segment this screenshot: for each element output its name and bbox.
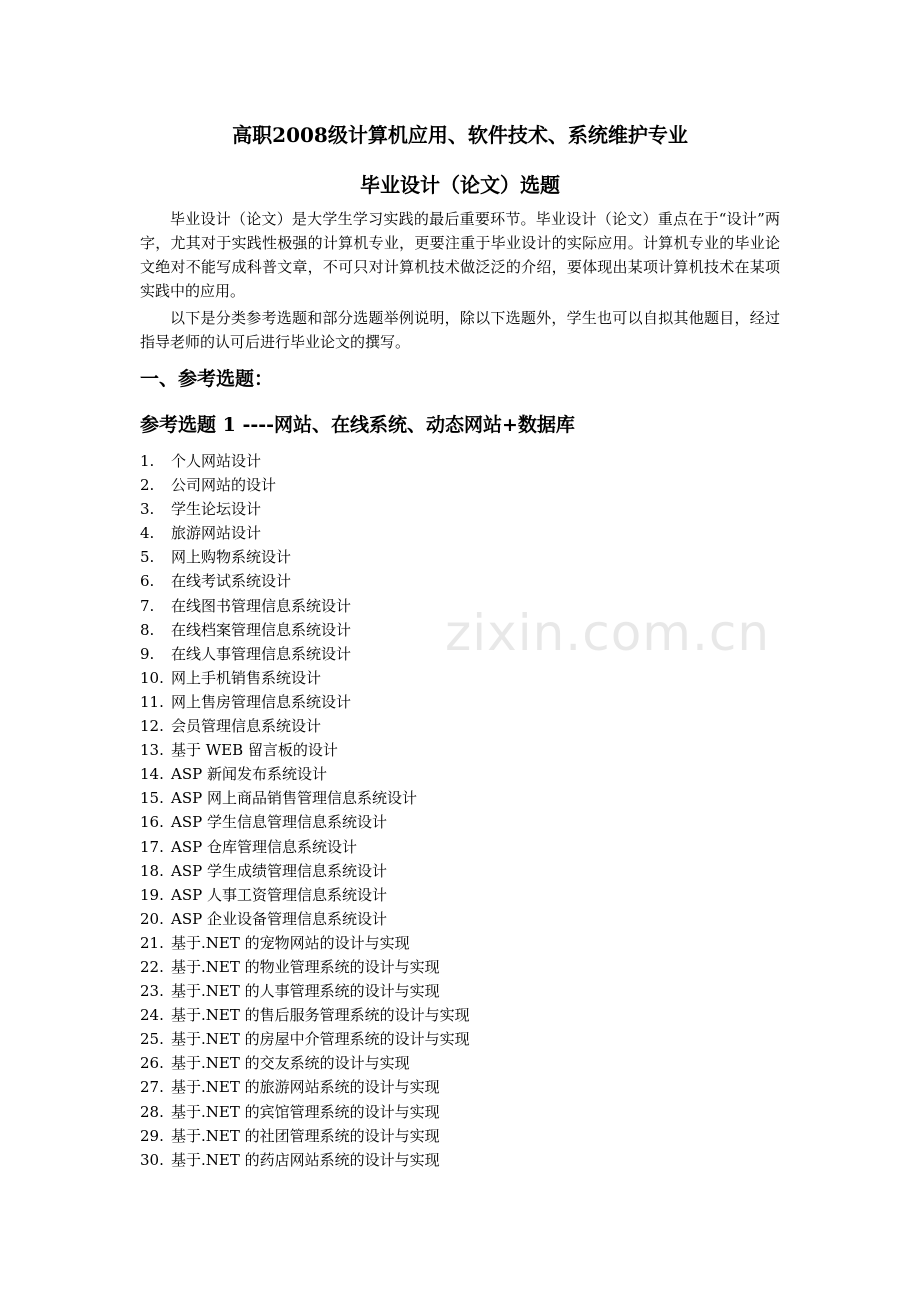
topic-item [140, 1148, 470, 1172]
topic-text: 个人网站设计 [171, 452, 262, 470]
topic-number: 6. [140, 572, 155, 591]
topic-number: 22. [140, 957, 164, 976]
topic-number: 27. [140, 1078, 164, 1097]
topic-item [140, 594, 470, 618]
topic-text: 在线人事管理信息系统设计 [171, 644, 352, 663]
topic-text: 基于.NET 的旅游网站系统的设计与实现 [171, 1078, 440, 1097]
intro-paragraph: 毕业设计（论文）是大学生学习实践的最后重要环节。毕业设计（论文）重点在于“设计”两字，尤其对于实践性极强的计算机专业，更要注重于毕业设计的实际应用。计算机专业的毕业论文绝对不能写成科普文章，不可只对计算机技术做泛泛的介绍，要体现出某项计算机技术在某项实践中的应用。 [140, 210, 780, 300]
topic-item [140, 1075, 470, 1099]
topic-text: 公司网站的设计 [171, 476, 277, 495]
topic-number: 10. [140, 668, 164, 687]
topic-text: ASP 人事工资管理信息系统设计 [171, 885, 387, 904]
topic-item [140, 1100, 470, 1124]
topic-text: 会员管理信息系统设计 [171, 717, 322, 736]
section-heading: 一、参考选题： [140, 368, 274, 390]
topic-text: ASP 仓库管理信息系统设计 [171, 837, 357, 856]
instruction-paragraph: 以下是分类参考选题和部分选题举例说明，除以下选题外，学生也可以自拟其他题目，经过指导老师的认可后进行毕业论文的撰写。 [140, 309, 780, 351]
topic-number: 9. [140, 644, 155, 663]
topic-text: 旅游网站设计 [171, 524, 262, 543]
topic-text: 基于.NET 的宾馆管理系统的设计与实现 [171, 1102, 440, 1121]
topic-number: 14. [140, 765, 164, 784]
topic-text: ASP 网上商品销售管理信息系统设计 [171, 789, 417, 808]
topic-text: 基于.NET 的物业管理系统的设计与实现 [171, 957, 440, 976]
topic-list [140, 449, 470, 1172]
topic-text: 基于.NET 的宠物网站的设计与实现 [171, 933, 410, 952]
topic-text: 基于.NET 的社团管理系统的设计与实现 [171, 1126, 440, 1145]
topic-number: 24. [140, 1006, 164, 1025]
topic-item [140, 786, 470, 810]
topic-item [140, 738, 470, 762]
topic-text: ASP 学生成绩管理信息系统设计 [171, 861, 387, 880]
topic-number: 25. [140, 1030, 164, 1049]
topic-number: 7. [140, 596, 155, 615]
topic-item [140, 979, 470, 1003]
topic-number: 12. [140, 717, 164, 736]
topic-text: 在线考试系统设计 [171, 572, 292, 591]
topic-text: 在线图书管理信息系统设计 [171, 596, 352, 615]
topic-item [140, 810, 470, 834]
topic-text: 网上手机销售系统设计 [171, 668, 322, 687]
topic-text: ASP 企业设备管理信息系统设计 [171, 909, 387, 928]
topic-text: 在线档案管理信息系统设计 [171, 620, 352, 639]
subsection-heading: 参考选题 1 ----网站、在线系统、动态网站+数据库 [140, 414, 575, 436]
topic-number: 19. [140, 885, 164, 904]
topic-text: ASP 学生信息管理信息系统设计 [171, 813, 387, 832]
topic-number: 23. [140, 982, 164, 1001]
topic-item [140, 883, 470, 907]
topic-number: 16. [140, 813, 164, 832]
topic-item [140, 931, 470, 955]
topic-text: 基于.NET 的药店网站系统的设计与实现 [171, 1150, 440, 1169]
topic-number: 13. [140, 741, 164, 760]
topic-number: 21. [140, 933, 164, 952]
topic-number: 15. [140, 789, 164, 808]
watermark-text: zixin.com.cn [445, 604, 771, 662]
topic-item [140, 618, 470, 642]
topic-item [140, 955, 470, 979]
topic-item [140, 569, 470, 593]
topic-item [140, 521, 470, 545]
topic-text: 基于.NET 的售后服务管理系统的设计与实现 [171, 1006, 470, 1025]
topic-number: 26. [140, 1054, 164, 1073]
topic-item [140, 666, 470, 690]
topic-text: 基于.NET 的房屋中介管理系统的设计与实现 [171, 1030, 470, 1049]
document-title: 高职2008级计算机应用、软件技术、系统维护专业 [232, 123, 688, 147]
topic-number: 28. [140, 1102, 164, 1121]
topic-text: ASP 新闻发布系统设计 [171, 765, 327, 784]
topic-item [140, 835, 470, 859]
topic-item [140, 497, 470, 521]
topic-number: 1. [140, 452, 155, 470]
topic-number: 20. [140, 909, 164, 928]
topic-number: 3. [140, 500, 155, 519]
topic-number: 4. [140, 524, 155, 543]
topic-number: 30. [140, 1150, 164, 1169]
topic-item [140, 907, 470, 931]
topic-item [140, 642, 470, 666]
topic-number: 2. [140, 476, 155, 495]
topic-number: 5. [140, 548, 155, 567]
topic-number: 17. [140, 837, 164, 856]
topic-text: 基于.NET 的交友系统的设计与实现 [171, 1054, 410, 1073]
topic-item [140, 1124, 470, 1148]
topic-text: 网上售房管理信息系统设计 [171, 692, 352, 711]
topic-item [140, 545, 470, 569]
topic-text: 基于 WEB 留言板的设计 [171, 741, 338, 760]
topic-text: 网上购物系统设计 [171, 548, 292, 567]
topic-number: 8. [140, 620, 155, 639]
topic-item [140, 690, 470, 714]
topic-text: 基于.NET 的人事管理系统的设计与实现 [171, 982, 440, 1001]
topic-item [140, 449, 470, 473]
topic-item [140, 1003, 470, 1027]
topic-item [140, 473, 470, 497]
topic-item [140, 1051, 470, 1075]
topic-item [140, 1027, 470, 1051]
topic-text: 学生论坛设计 [171, 500, 262, 519]
topic-item [140, 859, 470, 883]
topic-item [140, 714, 470, 738]
document-subtitle: 毕业设计（论文）选题 [360, 173, 560, 197]
topic-number: 11. [140, 692, 164, 711]
topic-number: 29. [140, 1126, 164, 1145]
topic-number: 18. [140, 861, 164, 880]
topic-item [140, 762, 470, 786]
